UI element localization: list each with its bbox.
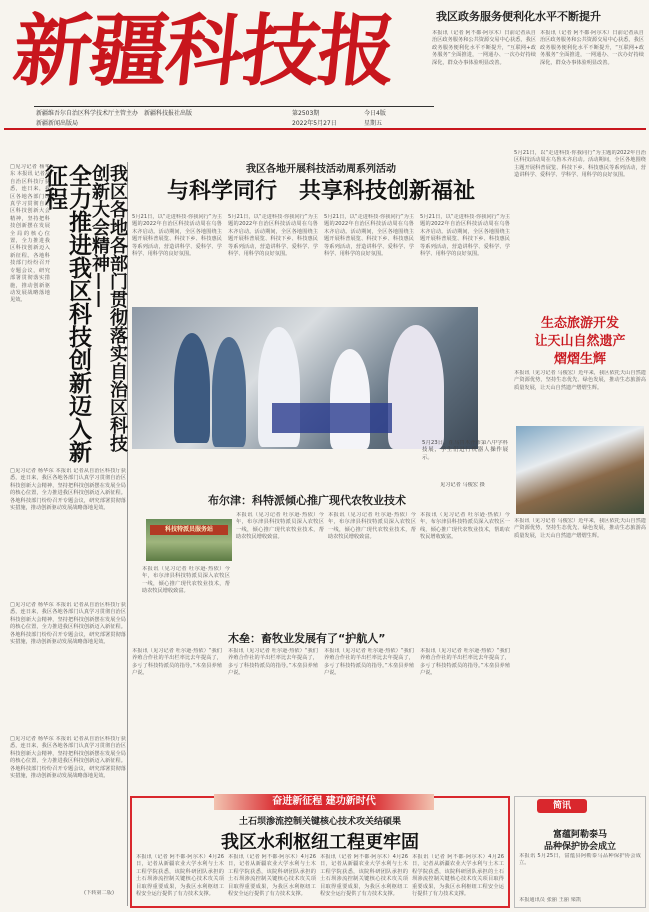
- tourism-headline-2: 让天山自然遗产: [534, 334, 626, 349]
- water-headline: 我区水利枢纽工程更牢固: [221, 832, 419, 853]
- news-body: 本报讯 5月25日，富蕴县阿勒泰马品种保护协会成立。: [519, 853, 641, 867]
- right-column-continuation: 5月21日，以“走进科技·你我同行”为主题的2022年自治区科技活动周在乌鲁木齐启动。活动期间，全区各地围绕主题开展科普展览、科技下乡、科技惠民等系列活动，营造讲科学、爱科学、学科学、用科学的良好氛围。: [514, 150, 646, 179]
- newspaper-title: 新疆科技报: [9, 6, 399, 97]
- photo-caption: 5月23日，在乌鲁木齐市第八中学科技展，学生们进行机器人操作展示。: [422, 440, 508, 461]
- left-column-article: [4, 162, 128, 906]
- main-body-col-2: 5月21日，以“走进科技·你我同行”为主题的2022年自治区科技活动周在乌鲁木齐启动。活动期间，全区各地围绕主题开展科普展览、科技下乡、科技惠民等系列活动，营造讲科学、爱科学、学科学、用科学的良好氛围。: [228, 214, 318, 258]
- water-ribbon: 奋进新征程 建功新时代: [214, 794, 434, 810]
- main-body-col-1: 5月21日，以“走进科技·你我同行”为主题的2022年自治区科技活动周在乌鲁木齐启动。活动期间，全区各地围绕主题开展科普展览、科技下乡、科技惠民等系列活动，营造讲科学、爱科学、学科学、用科学的良好氛围。: [132, 214, 222, 258]
- livestock-body-1: 本报讯（见习记者 吐尔逊·热依）今年，布尔津县科技特派员深入农牧区一线，倾心推广现代农牧业技术，帮助农牧民增收致富。: [236, 512, 324, 541]
- water-body-2: 本报讯（记者 阿不都·阿尔木）4月26日，记者从新疆农业大学水利与土木工程学院获悉，该院科研团队承担的土石坝渗流控制关键核心技术攻关项目取得重要成果，为我区水利枢纽工程安全运行提供了有力技术支撑。: [228, 854, 316, 898]
- code-line: 新疆新闻出版局: [36, 120, 79, 127]
- left-body-1: □见习记者 杨华东 本报讯 记者从自治区科技厅获悉，连日来，我区各地各部门认真学习贯彻自治区科技创新大会精神，坚持把科技创新摆在发展全局的核心位置，全力推进我区科技创新迈入新征程。各地科技部门纷纷召开专题会议，研究部署贯彻落实措施，推动创新驱动发展战略落地见效。: [10, 468, 126, 512]
- masthead-divider: [4, 128, 646, 130]
- main-body-col-3: 5月21日，以“走进科技·你我同行”为主题的2022年自治区科技活动周在乌鲁木齐启动。活动期间，全区各地围绕主题开展科普展览、科技下乡、科技惠民等系列活动，营造讲科学、爱科学、学科学、用科学的良好氛围。: [324, 214, 414, 258]
- tourism-body: 本报讯（见习记者 马俊宏）近年来，我区依托天山自然遗产资源优势，坚持生态优先、绿色发展，推动生态旅游高质量发展，让天山自然遗产熠熠生辉。: [514, 370, 646, 391]
- masthead-info-bar: [34, 106, 434, 130]
- left-intro-body: □见习记者 杨华东 本报讯 记者从自治区科技厅获悉，连日来，我区各地各部门认真学习贯彻自治区科技创新大会精神，坚持把科技创新摆在发展全局的核心位置，全力推进我区科技创新迈入新征程。各地科技部门纷纷召开专题会议，研究部署贯彻落实措施，推动创新驱动发展战略落地见效。: [10, 164, 50, 304]
- main-feature-headline: 与科学同行 共享科技创新福祉: [166, 178, 475, 204]
- top-right-headline: 我区政务服务便利化水平不断提升: [436, 10, 601, 23]
- tianshan-photo: [516, 426, 644, 514]
- water-body-4: 本报讯（记者 阿不都·阿尔木）4月26日，记者从新疆农业大学水利与土木工程学院获悉，该院科研团队承担的土石坝渗流控制关键核心技术攻关项目取得重要成果，为我区水利枢纽工程安全运行提供了有力技术支撑。: [412, 854, 504, 898]
- service-station-photo: [146, 519, 232, 561]
- news-headline-1: 富蕴阿勒泰马: [552, 830, 607, 840]
- left-body-2: □见习记者 杨华东 本报讯 记者从自治区科技厅获悉，连日来，我区各地各部门认真学习贯彻自治区科技创新大会精神，坚持把科技创新摆在发展全局的核心位置，全力推进我区科技创新迈入新征程。各地科技部门纷纷召开专题会议，研究部署贯彻落实措施，推动创新驱动发展战略落地见效。: [10, 602, 126, 646]
- main-body-col-4: 5月21日，以“走进科技·你我同行”为主题的2022年自治区科技活动周在乌鲁木齐启动。活动期间，全区各地围绕主题开展科普展览、科技下乡、科技惠民等系列活动，营造讲科学、爱科学、学科学、用科学的良好氛围。: [420, 214, 510, 258]
- tourism-headline-3: 熠熠生辉: [553, 352, 606, 367]
- main-feature-article: [132, 150, 510, 306]
- tourism-body-cont: 本报讯（见习记者 马俊宏）近年来，我区依托天山自然遗产资源优势，坚持生态优先、绿色发展，推动生态旅游高质量发展，让天山自然遗产熠熠生辉。: [514, 518, 646, 539]
- issue-number: 第2503期: [292, 110, 320, 117]
- left-body-3: □见习记者 杨华东 本报讯 记者从自治区科技厅获悉，连日来，我区各地各部门认真学习贯彻自治区科技创新大会精神，坚持把科技创新摆在发展全局的核心位置，全力推进我区科技创新迈入新征程。各地科技部门纷纷召开专题会议，研究部署贯彻落实措施，推动创新驱动发展战略落地见效。: [10, 736, 126, 780]
- news-headline-2: 品种保护协会成立: [543, 842, 616, 852]
- top-right-body: 本报讯（记者 阿不都·阿尔木）日前记者从自治区政务服务和公共资源交易中心获悉，我区政务服务便利化水平不断提升，“互联网+政务服务”全面推进，一网通办、一次办好持续深化，群众办事体验明显改善。: [432, 30, 536, 66]
- water-article-box: [130, 796, 510, 908]
- news-credit: 本报通讯员 张丽 王丽 梁凯: [519, 897, 582, 903]
- mulei-body-3: 本报讯（见习记者 吐尔逊·热依）“我们养殖合作社的羊出栏率比去年提高了，多亏了科技特派员的指导。”木垒县养殖户说。: [324, 648, 414, 677]
- mulei-body-2: 本报讯（见习记者 吐尔逊·热依）“我们养殖合作社的羊出栏率比去年提高了，多亏了科技特派员的指导。”木垒县养殖户说。: [228, 648, 318, 677]
- left-vertical-kicker: 我区各地各部门贯彻落实自治区科技创新大会精神——: [89, 164, 128, 452]
- left-vertical-headline: 全力推进我区科技创新迈入新征程: [41, 164, 92, 463]
- mulei-body-1: 本报讯（见习记者 吐尔逊·热依）“我们养殖合作社的羊出栏率比去年提高了，多亏了科技特派员的指导。”木垒县养殖户说。: [132, 648, 222, 677]
- publisher-line: 新疆维吾尔自治区科学技术厅主管主办 新疆科技报社出版: [36, 110, 193, 117]
- robot-class-photo: [132, 307, 478, 449]
- mulei-article: [132, 628, 512, 790]
- mulei-body-4: 本报讯（见习记者 吐尔逊·热依）“我们养殖合作社的羊出栏率比去年提高了，多亏了科技特派员的指导。”木垒县养殖户说。: [420, 648, 510, 677]
- tourism-article: [514, 312, 646, 422]
- water-body-3: 本报讯（记者 阿不都·阿尔木）4月26日，记者从新疆农业大学水利与土木工程学院获悉，该院科研团队承担的土石坝渗流控制关键核心技术攻关项目取得重要成果，为我区水利枢纽工程安全运行提供了有力技术支撑。: [320, 854, 408, 898]
- service-station-banner: 科技特派员服务站: [150, 525, 228, 535]
- top-right-article: [432, 6, 644, 124]
- news-badge: 简讯: [537, 799, 587, 813]
- livestock-headline: 布尔津：科特派倾心推广现代农牧业技术: [208, 494, 406, 507]
- livestock-body-3: 本报讯（见习记者 吐尔逊·热依）今年，布尔津县科技特派员深入农牧区一线，倾心推广现代农牧业技术，帮助农牧民增收致富。: [420, 512, 510, 541]
- weekday: 星期五: [364, 120, 383, 127]
- main-feature-kicker: 我区各地开展科技活动周系列活动: [246, 164, 396, 175]
- page-count: 今日4版: [364, 110, 386, 117]
- issue-date: 2022年5月27日: [292, 120, 337, 127]
- water-body-1: 本报讯（记者 阿不都·阿尔木）4月26日，记者从新疆农业大学水利与土木工程学院获悉，该院科研团队承担的土石坝渗流控制关键核心技术攻关项目取得重要成果，为我区水利枢纽工程安全运行提供了有力技术支撑。: [136, 854, 224, 898]
- livestock-body-0: 本报讯（见习记者 吐尔逊·热依）今年，布尔津县科技特派员深入农牧区一线，倾心推广现代农牧业技术，帮助农牧民增收致富。: [142, 566, 230, 595]
- livestock-body-2: 本报讯（见习记者 吐尔逊·热依）今年，布尔津县科技特派员深入农牧区一线，倾心推广现代农牧业技术，帮助农牧民增收致富。: [328, 512, 416, 541]
- photo-credit: 见习记者 马俊宏 摄: [440, 482, 485, 488]
- mulei-headline: 木垒：畜牧业发展有了“护航人”: [228, 632, 386, 645]
- top-right-body-cont: 本报讯（记者 阿不都·阿尔木）日前记者从自治区政务服务和公共资源交易中心获悉，我区政务服务便利化水平不断提升，“互联网+政务服务”全面推进，一网通办、一次办好持续深化，群众办事体验明显改善。: [540, 30, 644, 66]
- water-kicker: 土石坝渗流控制关键核心技术攻关结硕果: [238, 817, 401, 827]
- left-continued-note: (下转第二版): [84, 890, 114, 896]
- tourism-headline-1: 生态旅游开发: [540, 316, 619, 331]
- masthead: [8, 6, 428, 127]
